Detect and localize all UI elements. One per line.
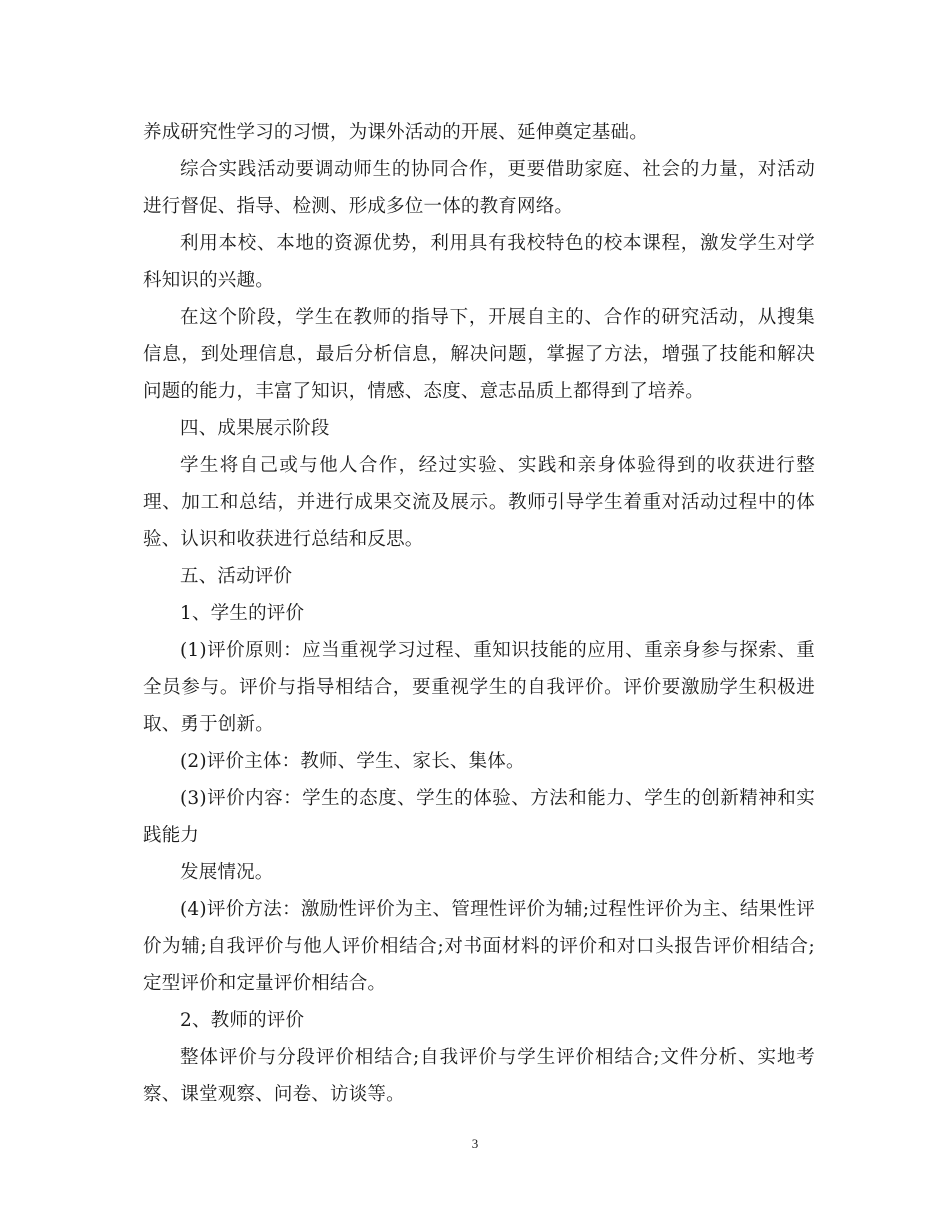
paragraph: 整体评价与分段评价相结合;自我评价与学生评价相结合;文件分析、实地考察、课堂观察、问卷、访谈等。 xyxy=(143,1047,815,1105)
page-number: 3 xyxy=(471,1136,479,1151)
paragraph: 综合实践活动要调动师生的协同合作，更要借助家庭、社会的力量，对活动进行督促、指导、检测、形成多位一体的教育网络。 xyxy=(143,159,815,217)
subsection-heading: 1、学生的评价 xyxy=(180,603,305,624)
paragraph: 在这个阶段，学生在教师的指导下，开展自主的、合作的研究活动，从搜集信息，到处理信息，最后分析信息，解决问题，掌握了方法，增强了技能和解决问题的能力，丰富了知识，情感、态度、意志品质上都得到了培养。 xyxy=(143,307,815,402)
paragraph: 利用本校、本地的资源优势，利用具有我校特色的校本课程，激发学生对学科知识的兴趣。 xyxy=(143,233,815,291)
paragraph: (3)评价内容：学生的态度、学生的体验、方法和能力、学生的创新精神和实践能力 xyxy=(143,788,815,846)
paragraph: (4)评价方法：激励性评价为主、管理性评价为辅;过程性评价为主、结果性评价为辅;自我评价与他人评价相结合;对书面材料的评价和对口头报告评价相结合;定型评价和定量评价相结合。 xyxy=(143,899,815,994)
subsection-heading: 2、教师的评价 xyxy=(180,1010,305,1031)
section-heading: 四、成果展示阶段 xyxy=(180,418,330,439)
paragraph: 养成研究性学习的习惯，为课外活动的开展、延伸奠定基础。 xyxy=(143,122,648,143)
paragraph: 发展情况。 xyxy=(180,862,274,883)
paragraph: (1)评价原则：应当重视学习过程、重知识技能的应用、重亲身参与探索、重全员参与。评价与指导相结合，要重视学生的自我评价。评价要激励学生积极进取、勇于创新。 xyxy=(143,640,815,735)
document-body xyxy=(143,114,815,1113)
paragraph: 学生将自己或与他人合作，经过实验、实践和亲身体验得到的收获进行整理、加工和总结，并进行成果交流及展示。教师引导学生着重对活动过程中的体验、认识和收获进行总结和反思。 xyxy=(143,455,815,550)
paragraph: (2)评价主体：教师、学生、家长、集体。 xyxy=(180,751,525,772)
section-heading: 五、活动评价 xyxy=(180,566,293,587)
